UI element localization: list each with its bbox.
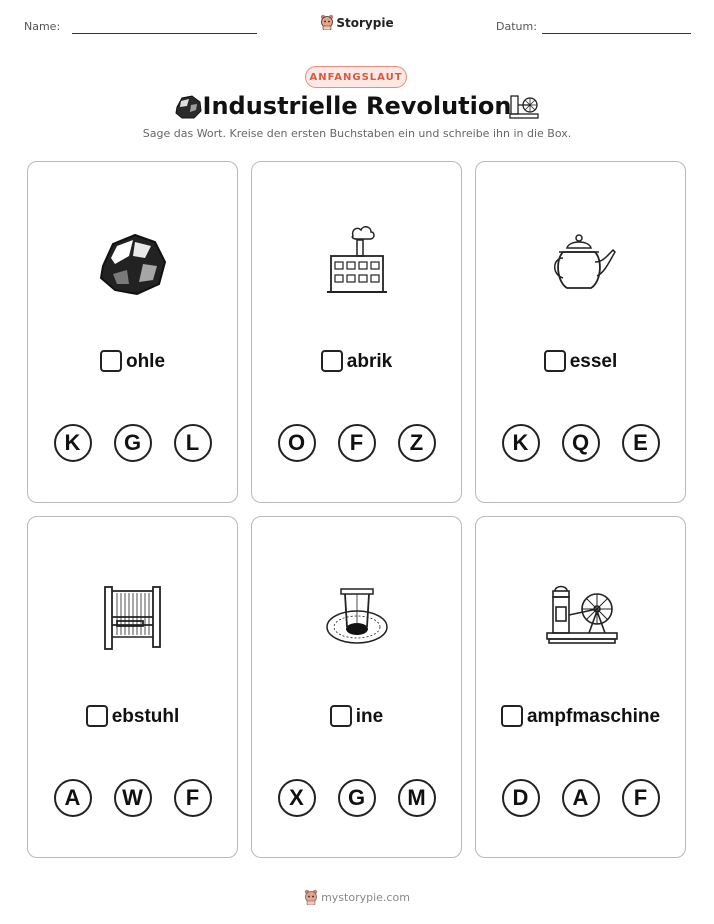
word-card [475, 161, 686, 503]
letter-option[interactable]: A [562, 779, 600, 817]
category-badge: ANFANGSLAUT [305, 66, 407, 88]
letter-option[interactable]: M [398, 779, 436, 817]
word [252, 350, 461, 373]
letter-option[interactable]: F [338, 424, 376, 462]
brand-logo [0, 14, 714, 30]
kettle-icon [476, 222, 685, 302]
mine-icon [252, 577, 461, 657]
letter-option[interactable]: D [502, 779, 540, 817]
footer-url[interactable]: mystorypie.com [321, 891, 410, 904]
letter-option[interactable]: O [278, 424, 316, 462]
word-rest: abrik [346, 351, 393, 372]
letter-option[interactable]: G [114, 424, 152, 462]
steam-engine-icon [508, 93, 540, 126]
word [476, 705, 685, 728]
letter-option[interactable]: F [174, 779, 212, 817]
word-card [475, 516, 686, 858]
letter-option[interactable]: X [278, 779, 316, 817]
factory-icon [252, 222, 461, 302]
word [28, 350, 237, 373]
mascot-icon [304, 889, 318, 905]
mascot-icon [320, 14, 334, 30]
letter-option[interactable]: A [54, 779, 92, 817]
answer-box[interactable] [100, 350, 122, 372]
word-card [251, 516, 462, 858]
letter-option[interactable]: E [622, 424, 660, 462]
name-label: Name: [24, 20, 61, 33]
word-card [251, 161, 462, 503]
answer-box[interactable] [544, 350, 566, 372]
word-rest: ebstuhl [111, 706, 180, 727]
brand-name: Storypie [336, 16, 394, 30]
name-field[interactable] [72, 33, 257, 34]
letter-option[interactable]: F [622, 779, 660, 817]
word [252, 705, 461, 728]
word-rest: ohle [125, 351, 166, 372]
date-label: Datum: [496, 20, 537, 33]
instructions: Sage das Wort. Kreise den ersten Buchstaben ein und schreibe ihn in die Box. [142, 127, 572, 140]
loom-icon [28, 577, 237, 657]
page-title: Industrielle Revolution [202, 92, 512, 120]
answer-box[interactable] [321, 350, 343, 372]
word [476, 350, 685, 373]
letter-option[interactable]: L [174, 424, 212, 462]
letter-option[interactable]: Q [562, 424, 600, 462]
word-card [27, 516, 238, 858]
letter-option[interactable]: W [114, 779, 152, 817]
word-rest: essel [569, 351, 618, 372]
letter-option[interactable]: K [502, 424, 540, 462]
coal-icon [28, 222, 237, 302]
footer [0, 889, 714, 905]
answer-box[interactable] [501, 705, 523, 727]
word [28, 705, 237, 728]
steam-engine-icon [476, 577, 685, 657]
word-card [27, 161, 238, 503]
word-rest: ampfmaschine [526, 706, 661, 727]
date-field[interactable] [542, 33, 691, 34]
letter-option[interactable]: Z [398, 424, 436, 462]
answer-box[interactable] [330, 705, 352, 727]
letter-option[interactable]: G [338, 779, 376, 817]
answer-box[interactable] [86, 705, 108, 727]
word-rest: ine [355, 706, 384, 727]
letter-option[interactable]: K [54, 424, 92, 462]
